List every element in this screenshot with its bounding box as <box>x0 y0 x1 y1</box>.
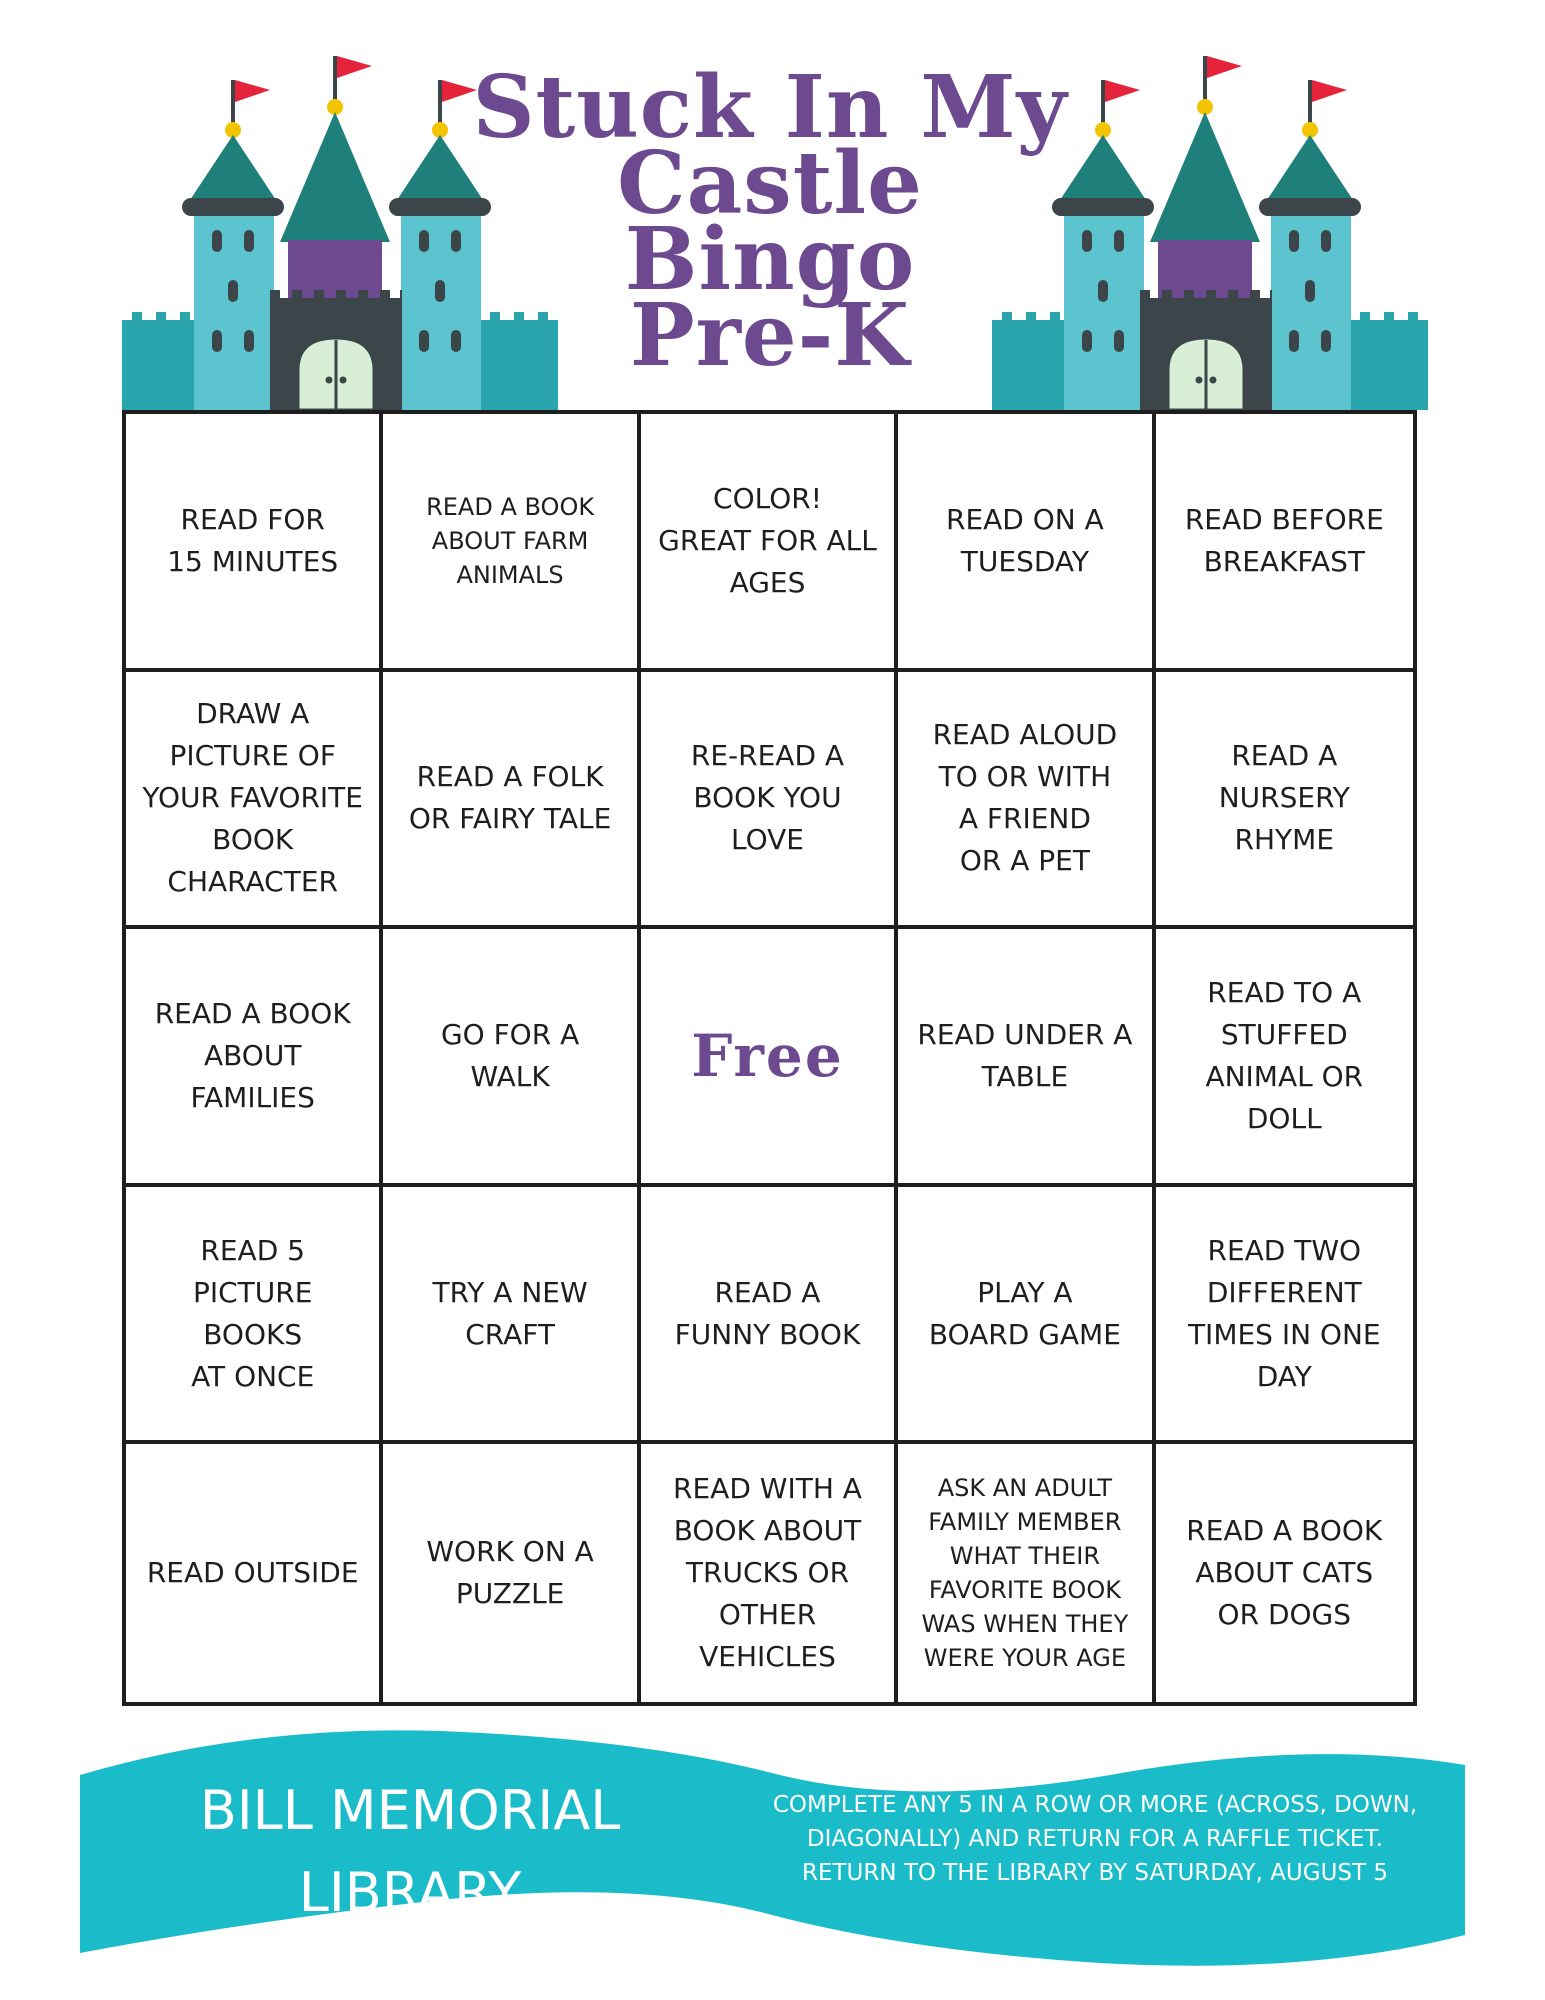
bingo-free-space: Free <box>641 929 898 1187</box>
page-title <box>470 57 1070 386</box>
castle-flags <box>1095 56 1347 138</box>
bingo-cell: READ A FUNNY BOOK <box>641 1187 898 1445</box>
instructions-line-1: COMPLETE ANY 5 IN A ROW OR MORE (ACROSS, DOWN, <box>772 1792 1418 1818</box>
instructions <box>755 1788 1435 1890</box>
title-line-4: Pre-K <box>629 285 911 386</box>
bingo-cell: READ FOR 15 MINUTES <box>126 414 383 672</box>
castle-flags <box>225 56 477 138</box>
bingo-cell: RE-READ A BOOK YOU LOVE <box>641 672 898 930</box>
library-name-line-1: BILL MEMORIAL <box>199 1779 621 1842</box>
bingo-cell: READ UNDER A TABLE <box>898 929 1155 1187</box>
bingo-cell: READ ON A TUESDAY <box>898 414 1155 672</box>
bingo-cell: DRAW A PICTURE OF YOUR FAVORITE BOOK CHARACTER <box>126 672 383 930</box>
library-name <box>170 1770 650 1934</box>
title-line-2: Castle <box>617 133 923 234</box>
bingo-cell: READ ALOUD TO OR WITH A FRIEND OR A PET <box>898 672 1155 930</box>
instructions-line-3: RETURN TO THE LIBRARY BY SATURDAY, AUGUST 5 <box>801 1860 1389 1886</box>
bingo-cell: READ TO A STUFFED ANIMAL OR DOLL <box>1156 929 1413 1187</box>
title-line-1: Stuck In My <box>472 57 1068 158</box>
bingo-cell: TRY A NEW CRAFT <box>383 1187 640 1445</box>
bingo-cell: GO FOR A WALK <box>383 929 640 1187</box>
bingo-cell: READ WITH A BOOK ABOUT TRUCKS OR OTHER VEHICLES <box>641 1444 898 1702</box>
bingo-cell: READ 5 PICTURE BOOKS AT ONCE <box>126 1187 383 1445</box>
bingo-grid <box>122 410 1417 1706</box>
bingo-cell: READ OUTSIDE <box>126 1444 383 1702</box>
instructions-line-2: DIAGONALLY) AND RETURN FOR A RAFFLE TICKET. <box>806 1826 1384 1852</box>
bingo-cell: COLOR! GREAT FOR ALL AGES <box>641 414 898 672</box>
library-name-line-2: LIBRARY <box>298 1861 522 1924</box>
bingo-cell: READ A BOOK ABOUT CATS OR DOGS <box>1186 1514 1383 1632</box>
castle-keep <box>1140 112 1272 410</box>
title-line-3: Bingo <box>624 209 916 310</box>
bingo-cell: READ A BOOK ABOUT FARM ANIMALS <box>383 414 640 672</box>
bingo-cell: ASK AN ADULT FAMILY MEMBER WHAT THEIR FAVORITE BOOK WAS WHEN THEY WERE YOUR AGE <box>898 1444 1155 1702</box>
bingo-cell: READ A BOOK ABOUT FAMILIES <box>126 929 383 1187</box>
castle-keep <box>270 112 402 410</box>
bingo-cell: READ TWO DIFFERENT TIMES IN ONE DAY <box>1156 1187 1413 1445</box>
bingo-cell: WORK ON A PUZZLE <box>383 1444 640 1702</box>
bingo-cell: READ A FOLK OR FAIRY TALE <box>383 672 640 930</box>
bingo-cell: READ A NURSERY RHYME <box>1156 672 1413 930</box>
bingo-cell: PLAY A BOARD GAME <box>898 1187 1155 1445</box>
bingo-cell: READ BEFORE BREAKFAST <box>1156 414 1413 672</box>
